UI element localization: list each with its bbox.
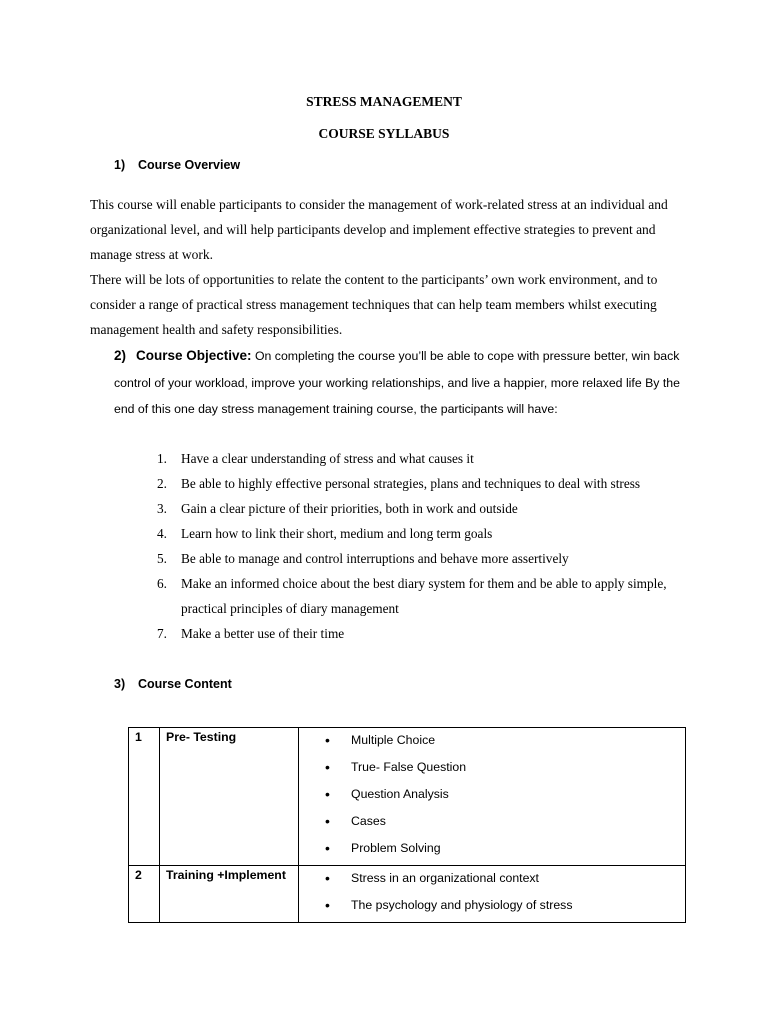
- objective-text: On completing the course you’ll be able to cope with pressure better, win back control of your workload, improve your working relationships, and live a happier, more relaxed life By the end of this one day stress management training course, the participants will have:: [114, 349, 680, 416]
- section-objective: [114, 343, 694, 423]
- list-item: • Problem Solving: [299, 838, 685, 865]
- list-item: • Stress in an organizational context: [299, 868, 685, 895]
- overview-paragraph-1: This course will enable participants to consider the management of work-related stress at an individual and organizational level, and will help participants develop and implement effective strategies to prevent and manage stress at work.: [90, 197, 668, 262]
- section-label: Course Overview: [138, 158, 241, 172]
- row-items: [299, 728, 686, 866]
- section-number: 2): [114, 348, 127, 363]
- list-item: 2. Be able to highly effective personal strategies, plans and techniques to deal with stress: [157, 476, 641, 491]
- list-item: 3. Gain a clear picture of their priorities, both in work and outside: [157, 501, 518, 516]
- objectives-list: [157, 446, 687, 646]
- list-item: 1. Have a clear understanding of stress and what causes it: [157, 451, 474, 466]
- overview-text: [90, 192, 680, 342]
- list-item: • True- False Question: [299, 757, 685, 784]
- table-row: [129, 728, 686, 866]
- document-title: STRESS MANAGEMENT: [306, 94, 462, 109]
- document-subtitle: COURSE SYLLABUS: [318, 126, 450, 141]
- list-item: 4. Learn how to link their short, medium and long term goals: [157, 526, 493, 541]
- list-item: 7. Make a better use of their time: [157, 626, 345, 641]
- section-label: Course Objective:: [136, 348, 252, 363]
- section-label: Course Content: [138, 677, 232, 691]
- row-number: 1: [129, 728, 160, 866]
- list-item: • Multiple Choice: [299, 730, 685, 757]
- section-number: 3): [114, 677, 126, 691]
- section-heading-content: [114, 677, 232, 691]
- list-item: 6. Make an informed choice about the best diary system for them and be able to apply simple, practical principles of diary management: [157, 576, 667, 616]
- section-heading-overview: [114, 158, 240, 172]
- bullet-list: [299, 866, 685, 922]
- bullet-list: [299, 728, 685, 865]
- course-content-table: [128, 727, 686, 923]
- row-phase: Pre- Testing: [160, 728, 299, 866]
- list-item: 5. Be able to manage and control interruptions and behave more assertively: [157, 551, 569, 566]
- row-phase: Training +Implement: [160, 866, 299, 923]
- overview-paragraph-2: There will be lots of opportunities to relate the content to the participants’ own work environment, and to consider a range of practical stress management techniques that can help team members whilst executing management health and safety responsibilities.: [90, 272, 658, 337]
- list-item: • The psychology and physiology of stress: [299, 895, 685, 922]
- list-item: • Question Analysis: [299, 784, 685, 811]
- row-number: 2: [129, 866, 160, 923]
- list-item: • Cases: [299, 811, 685, 838]
- table-row: [129, 866, 686, 923]
- section-number: 1): [114, 158, 126, 172]
- row-items: [299, 866, 686, 923]
